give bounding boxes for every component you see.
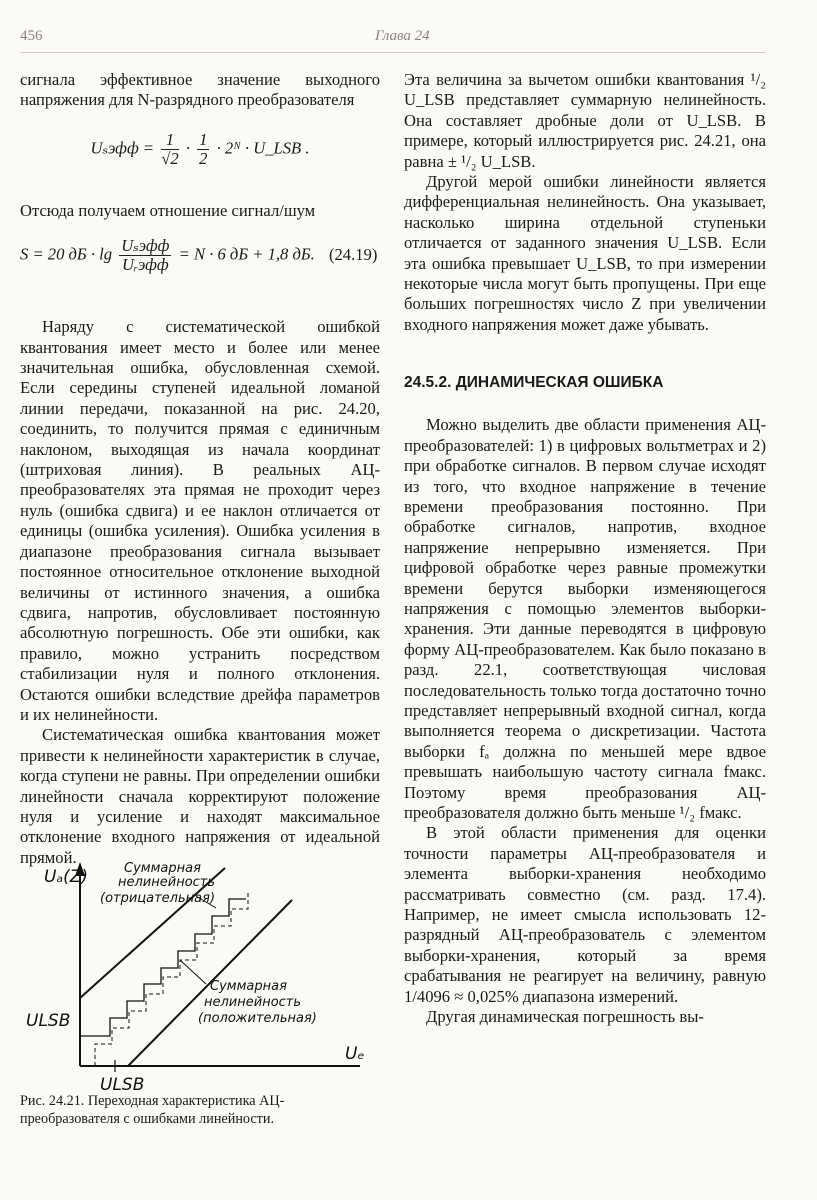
formula-rest: · 2ᴺ · U_LSB . (216, 138, 310, 158)
right-column (404, 70, 766, 1027)
formula-snr: S = 20 дБ · lg $\frac{\text{Uₛэфф}}{\text{Uᵣэфф}}$ = N · 6 дБ + 1,8 дБ. (24.19) (20, 236, 378, 275)
right-paragraph-4: В этой области применения для оценки точности параметры АЦ-преобразователя и элемента выборки-хранения необходимо рассматривать совместно (см. разд. 17.4). Например, не имеет смысла использовать 12-разрядный АЦ-преобразователь с элементом выборки-хранения, который за время срабатывания не реагирует на величину, равную 1/4096 ≈ 0,025% диапазона измерений. (404, 823, 766, 1006)
neg-label-line-2: нелинейность (118, 875, 216, 890)
chapter-title: Глава 24 (375, 28, 430, 44)
pos-label-leader (180, 960, 206, 984)
right-paragraph-3: Можно выделить две области применения АЦ-преобразователей: 1) в цифровых вольтметрах и 2) при обработке сигналов. В первом случае исходят из того, что входное напряжение в течение времени преобразования постоянно. При обработке сигналов, напротив, входное напряжение непрерывно изменяется. При цифровой обработке через равные промежутки времени берутся выборки изменяющегося напряжения с помощью элементов выборки-хранения. Эти данные переводятся в цифровую форму АЦ-преобразователем. Как было показано в разд. 22.1, соответствующая числовая последовательность только тогда достаточно точно представляет непрерывный входной сигнал, когда выполняется теорема о дискретизации. Частота выборки fₐ должна по меньшей мере вдвое превышать наибольшую частоту сигнала fмакс. Поэтому время преобразования АЦ-преобразователя должно быть меньше ¹/₂ fмакс. (404, 415, 766, 822)
left-column (20, 70, 380, 868)
pos-label-line-1: Суммарная (210, 979, 287, 994)
left-paragraph-1: сигнала эффективное значение выходного напряжения для N-разрядного преобразователя (20, 70, 380, 110)
figure-24-21 (20, 848, 380, 1092)
figure-caption: Рис. 24.21. Переходная характеристика АЦ-преобразователя с ошибками линейности. (20, 1093, 285, 1127)
fraction-1: $\frac{1}{√2}$ (161, 129, 179, 168)
formula-lhs: Uₛэфф = (90, 138, 155, 158)
neg-label-line-3: (отрицательная) (100, 891, 216, 906)
pos-label-line-3: (положительная) (198, 1011, 317, 1026)
y-axis-label: Uₐ(Z) (44, 867, 89, 887)
ulsb-x-label: ULSB (100, 1075, 145, 1092)
fraction-2: $\frac{1}{2}$ (199, 129, 208, 168)
equation-number: (24.19) (328, 244, 378, 264)
fraction-snr: $\frac{\text{Uₛэфф}}{\text{Uᵣэфф}}$ (121, 236, 170, 275)
page-number: 456 (20, 28, 43, 44)
right-paragraph-5: Другая динамическая погрешность вы- (426, 1007, 704, 1027)
neg-label-line-1: Суммарная (124, 861, 201, 876)
left-paragraph-4: Систематическая ошибка квантования может привести к нелинейности характеристик в случае, когда ступени не равны. При определении ошибки линейности сначала корректируют положение нуля и усиление и находят максимальное отклонение входного напряжения от идеальной прямой. (20, 725, 380, 867)
formula-signal-rms: Uₛэфф = $\frac{1}{√2}$ · $\frac{1}{2}$ · 2ᴺ · U_LSB . (90, 129, 310, 168)
page-header (20, 28, 765, 53)
pos-label-line-2: нелинейность (204, 995, 302, 1010)
left-paragraph-2: Отсюда получаем отношение сигнал/шум (20, 200, 316, 220)
left-paragraph-3: Наряду с систематической ошибкой квантования имеет место и более или менее значительная ошибка, обусловленная схемой. Если середины ступеней идеальной ломаной линии передачи, показанной на рис. 24.20, соединить, то получится прямая с единичным наклоном, выходящая из начала координат (штриховая линия). В реальных АЦ-преобразователях эта прямая не проходит через нуль (ошибка сдвига) и ее наклон отличается от единицы (ошибка усиления). Ошибка усиления в диапазоне преобразования сигнала вызывает постоянное относительное отклонение выходной величины от истинного значения, а ошибка сдвига, напротив, обусловливает постоянную абсолютную погрешность. Обе эти ошибки, как правило, можно устранить посредством стабилизации нуля и полного отклонения. Остаются ошибки вследствие дрейфа параметров и их нелинейности. (20, 317, 380, 724)
right-paragraph-2: Другой мерой ошибки линейности является дифференциальная нелинейность. Она указывает, насколько ширина отдельной ступеньки отличается от заданного значения U_LSB. Если эта ошибка превышает U_LSB, то при измерении некоторые числа могут быть пропущены. При еще больших погрешностях число Z при увеличении входного напряжения может даже убывать. (404, 172, 766, 334)
x-axis-label: Uₑ (345, 1044, 365, 1064)
section-heading: 24.5.2. ДИНАМИЧЕСКАЯ ОШИБКА (404, 374, 664, 392)
ulsb-y-label: ULSB (26, 1011, 71, 1031)
right-paragraph-1: Эта величина за вычетом ошибки квантования ¹/₂ U_LSB представляет суммарную нелинейность. Она составляет дробные доли от U_LSB. В примере, который иллюстрируется рис. 24.21, она равна ± ¹/₂ U_LSB. (404, 70, 766, 171)
